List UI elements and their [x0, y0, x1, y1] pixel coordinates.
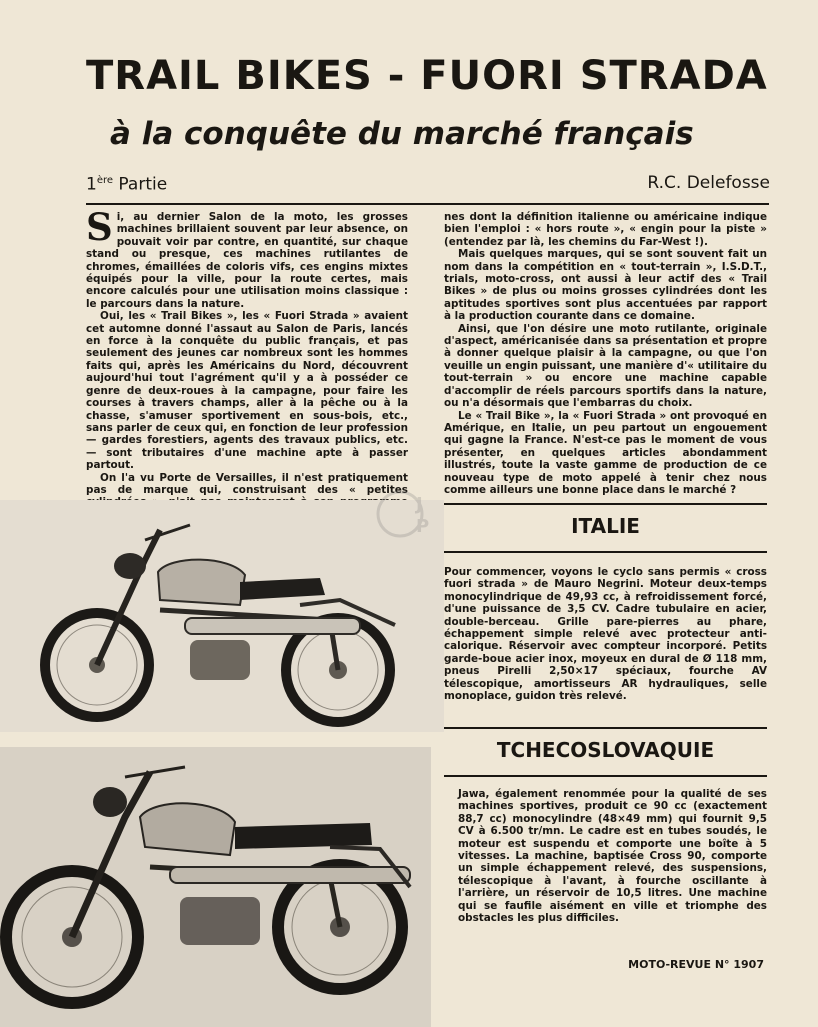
section-rule: [444, 727, 767, 729]
intro-column-2: [444, 211, 767, 496]
publication-footer: MOTO-REVUE N° 1907: [628, 958, 764, 971]
drop-cap: S: [86, 205, 113, 249]
section-rule: [444, 503, 767, 505]
paragraph: Pour commencer, voyons le cyclo sans permis « cross fuori strada » de Mauro Negrini. Moteur deux-temps monocylindrique de 49,93 cc, à refroidissement forcé, d'une puissance de 3,5 CV. Cadre tubulaire en acier, double-berceau. Grille pare-pierres au phare, échappement simple relevé avec protecteur anti-calorique. Réservoir avec compteur incorporé. Petits garde-boue acier inox, moyeux en dural de Ø 118 mm, pneus Pirelli 2,50×17 spéciaux, fourche AV télescopique, amortisseurs AR hydrauliques, selle monoplace, guidon très relevé.: [444, 566, 767, 703]
paragraph: Le « Trail Bike », la « Fuori Strada » ont provoqué en Amérique, en Italie, un peu partout un engouement qui gagne la France. N'est-ce pas le moment de vous présenter, en quelques articles abondamment illustrés, toute la vaste gamme de production de ce nouveau type de moto appelé à tenir chez nous comme ailleurs une bonne place dans le marché ?: [444, 409, 767, 496]
svg-text:P: P: [416, 516, 430, 537]
italie-text: [444, 566, 767, 702]
paragraph: Jawa, également renommée pour la qualité de ses machines sportives, produit ce 90 cc (exactement 88,7 cc) monocylindre (48×49 mm) qui fournit 9,5 CV à 6.500 tr/mn. Le cadre est en tubes soudés, le moteur est suspendu et comporte une boîte à 5 vitesses. La machine, baptisée Cross 90, comporte un simple échappement relevé, des suspensions, télescopique à l'avant, à fourche oscillante à l'arrière, un réservoir de 10,5 litres. Une machine qui se faufile aisément en ville et triomphe des obstacles les plus difficiles.: [458, 788, 767, 925]
section-rule: [444, 775, 767, 777]
article-title: TRAIL BIKES - FUORI STRADA: [86, 53, 768, 99]
paragraph: Ainsi, que l'on désire une moto rutilante, originale d'aspect, américanisée dans sa présentation et propre à donner quelque plaisir à la campagne, ou que l'on veuille un engin puissant, une manière d'« utilitaire du tout-terrain » ou encore une machine capable d'accomplir de réels parcours sportifs dans la nature, ou n'a désormais que l'embarras du choix.: [444, 322, 767, 410]
header-rule: [86, 203, 769, 205]
logo-watermark-icon: [370, 484, 454, 544]
author: R.C. Delefosse: [647, 173, 770, 193]
article-subtitle: à la conquête du marché français: [110, 116, 694, 152]
motorcycle-photo-jawa: [0, 747, 431, 1027]
paragraph: Mais quelques marques, qui se sont souvent fait un nom dans la compétition en « tout-terrain », I.S.D.T., trials, moto-cross, ont aussi à leur actif des « Trail Bikes » de plus ou moins grosses cylindrées dont les aptitudes sportives sont plus accentuées par rapport à la production courante dans ce domaine.: [444, 248, 767, 323]
motorcycle-illustration: [0, 747, 431, 1027]
part-number: 1: [86, 174, 97, 195]
tchecoslovaquie-text: [458, 788, 767, 924]
paragraph: On l'a vu Porte de Versailles, il n'est pratiquement pas de marque qui, construisant des « petites: [86, 471, 408, 496]
part-text: Partie: [113, 174, 168, 195]
section-title-tchecoslovaquie: TCHECOSLOVAQUIE: [496, 738, 715, 762]
section-title-italie: ITALIE: [571, 514, 640, 538]
part-superscript: ère: [96, 175, 114, 186]
svg-text:J: J: [416, 494, 423, 515]
paragraph: Oui, les « Trail Bikes », les « Fuori Strada » avaient cet automne donné l'assaut au Salon de Paris, lancés en force à la conquête du public français, et pas seulement des jeunes car nombreux sont les hommes faits qui, après les Américains du Nord, découvrent aujourd'hui tout l'agrément qu'il y a à posséder ce genre de deux-roues à la campagne, pour faire les courses à travers champs, aller à la pêche ou à la chasse, s'amuser sportivement en sous-bois, etc., sans parler de ceux qui, en fonction de leur profession — gardes forestiers, agents des travaux publics, etc. — sont tributaires d'une machine apte à passer partout.: [86, 310, 408, 472]
paragraph: Si, au dernier Salon de la moto, les grosses machines brillaient souvent par leur absence, on pouvait voir par contre, en quantité, sur chaque stand ou presque, ces machines rutilantes de chromes, émaillées de coloris vifs, ces engins mixtes équipés pour la ville, pour la route certes, mais encore calculés pour une utilisation moins classique : le parcours dans la nature.: [86, 205, 408, 310]
part-label: [86, 170, 167, 196]
intro-column-1: [86, 205, 408, 521]
paragraph: nes dont la définition italienne ou américaine indique bien l'emploi : « hors route », « engin pour la piste » (entendez par là, les chemins du Far-West !).: [444, 211, 767, 248]
section-rule: [444, 551, 767, 553]
